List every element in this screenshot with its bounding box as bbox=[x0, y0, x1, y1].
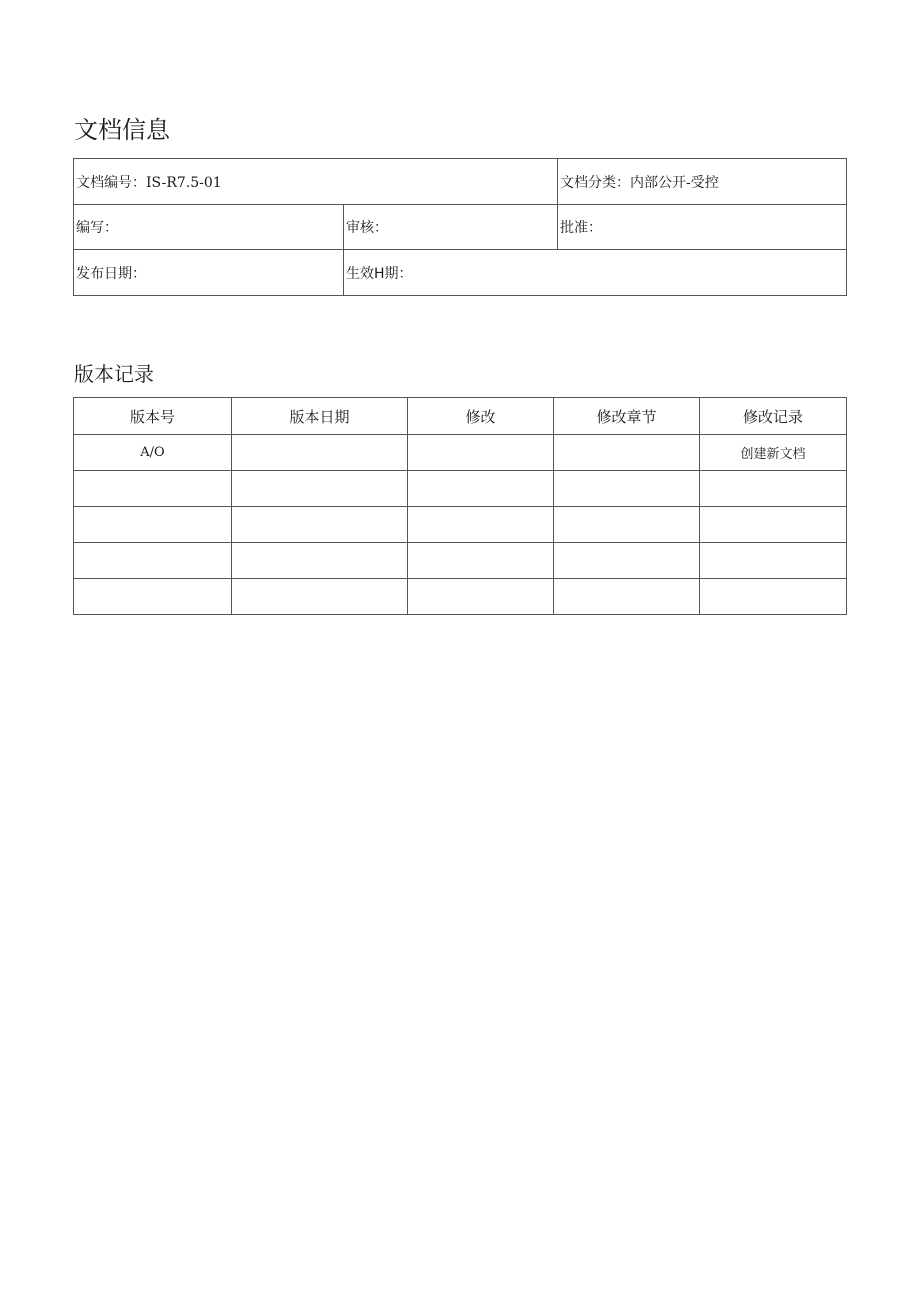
table-row bbox=[74, 543, 847, 579]
version-record-title: 版本记录 bbox=[74, 362, 154, 386]
table-cell bbox=[74, 471, 232, 507]
table-cell bbox=[554, 435, 700, 471]
col-header-section: 修改章节 bbox=[554, 398, 700, 435]
table-cell bbox=[408, 507, 554, 543]
table-cell: A/O bbox=[74, 435, 232, 471]
table-cell bbox=[232, 579, 408, 615]
reviewer-cell: 审核： bbox=[344, 205, 558, 250]
table-cell bbox=[74, 507, 232, 543]
table-cell bbox=[700, 543, 847, 579]
table-cell bbox=[554, 579, 700, 615]
col-header-date: 版本日期 bbox=[232, 398, 408, 435]
table-cell bbox=[408, 471, 554, 507]
col-header-record: 修改记录 bbox=[700, 398, 847, 435]
document-info-title: 文档信息 bbox=[74, 116, 170, 144]
info-row-dates bbox=[74, 250, 847, 296]
document-info-table bbox=[73, 158, 847, 296]
version-record-table bbox=[73, 397, 847, 615]
approver-cell: 批准： bbox=[558, 205, 847, 250]
release-date-cell: 发布日期： bbox=[74, 250, 344, 296]
table-cell bbox=[232, 543, 408, 579]
info-row-signoff bbox=[74, 205, 847, 250]
table-row bbox=[74, 507, 847, 543]
version-header-row bbox=[74, 398, 847, 435]
col-header-version: 版本号 bbox=[74, 398, 232, 435]
info-row-doc bbox=[74, 159, 847, 205]
effective-date-cell: 生效H期： bbox=[344, 250, 847, 296]
table-cell bbox=[74, 579, 232, 615]
table-cell bbox=[700, 471, 847, 507]
table-cell bbox=[554, 471, 700, 507]
table-row bbox=[74, 435, 847, 471]
table-cell bbox=[700, 579, 847, 615]
doc-number-cell: 文档编号：IS-R7.5-01 bbox=[74, 159, 558, 205]
table-cell bbox=[408, 543, 554, 579]
table-row bbox=[74, 579, 847, 615]
doc-category-cell: 文档分类：内部公开-受控 bbox=[558, 159, 847, 205]
table-cell bbox=[408, 579, 554, 615]
table-cell bbox=[700, 507, 847, 543]
table-cell bbox=[74, 543, 232, 579]
author-cell: 编写： bbox=[74, 205, 344, 250]
col-header-modify: 修改 bbox=[408, 398, 554, 435]
table-row bbox=[74, 471, 847, 507]
table-cell bbox=[554, 543, 700, 579]
table-cell bbox=[232, 507, 408, 543]
table-cell bbox=[232, 435, 408, 471]
table-cell bbox=[408, 435, 554, 471]
table-cell: 创建新文档 bbox=[700, 435, 847, 471]
table-cell bbox=[554, 507, 700, 543]
table-cell bbox=[232, 471, 408, 507]
